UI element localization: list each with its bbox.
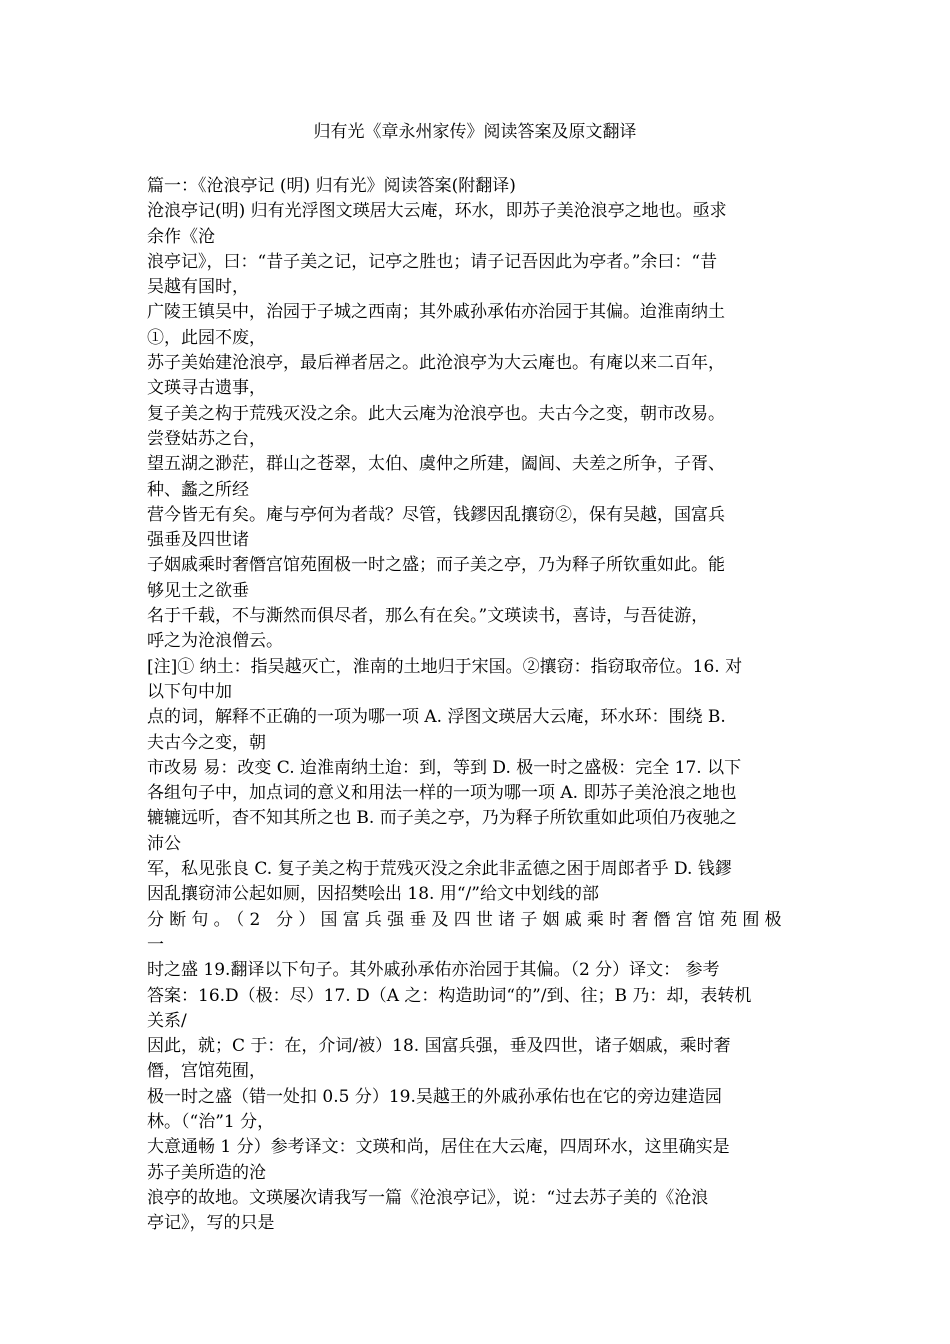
text-line: 尝登姑苏之台，: [147, 428, 266, 449]
text-line: 浪亭的故地。文瑛屡次请我写一篇《沧浪亭记》，说：“过去苏子美的《沧浪: [147, 1187, 709, 1208]
text-line: 军，私见张良 C. 复子美之构于荒残灭没之余此非孟德之困于周郎者乎 D. 钱鏐: [147, 859, 732, 880]
text-line: 辘辘远听，杳不知其所之也 B. 而子美之亭，乃为释子所钦重如此项伯乃夜驰之: [147, 808, 737, 829]
text-line: 名于千载，不与澌然而俱尽者，那么有在矣。”文瑛读书，喜诗，与吾徒游，: [147, 606, 709, 627]
text-line: ①，此园不废，: [147, 327, 266, 348]
text-line: 一: [147, 934, 164, 955]
text-line: 亭记》，写的只是: [147, 1213, 275, 1234]
text-line: 关系/: [147, 1010, 187, 1031]
text-line: 文瑛寻古遗事，: [147, 378, 266, 399]
text-line: 广陵王镇吴中，治园于子城之西南；其外戚孙承佑亦治园于其偏。迨淮南纳土: [147, 302, 725, 323]
text-line: 沛公: [147, 833, 181, 854]
text-line: 够见士之欲垂: [147, 580, 249, 601]
text-line: 分断句。（2 分）国富兵强垂及四世诸子姻戚乘时奢僭宫馆苑囿极: [147, 909, 787, 930]
text-line: 余作《沧: [147, 226, 215, 247]
document-title: 归有光《章永州家传》阅读答案及原文翻译: [313, 122, 637, 142]
text-line: 吴越有国时，: [147, 277, 249, 298]
text-line: 望五湖之渺茫，群山之苍翠，太伯、虞仲之所建，阖闾、夫差之所争，子胥、: [147, 454, 725, 475]
text-line: 呼之为沧浪僧云。: [147, 631, 283, 652]
text-line: 极一时之盛（错一处扣 0.5 分）19.吴越王的外戚孙承佑也在它的旁边建造园: [147, 1086, 722, 1107]
text-line: 因此，就；C 于：在，介词/被）18. 国富兵强，垂及四世，诸子姻戚，乘时奢: [147, 1036, 731, 1057]
text-line: 苏子美所造的沧: [147, 1162, 266, 1183]
text-line: 时之盛 19.翻译以下句子。其外戚孙承佑亦治园于其偏。（2 分）译文： 参考: [147, 960, 720, 981]
text-line: 强垂及四世诸: [147, 530, 249, 551]
text-line: 大意通畅 1 分）参考译文：文瑛和尚，居住在大云庵，四周环水，这里确实是: [147, 1137, 730, 1158]
text-line: 各组句子中，加点词的意义和用法一样的一项为哪一项 A. 即苏子美沧浪之地也: [147, 783, 737, 804]
text-line: 市改易 易：改变 C. 迨淮南纳土迨：到，等到 D. 极一时之盛极：完全 17. 以下: [147, 757, 742, 778]
text-line: 沧浪亭记(明) 归有光浮图文瑛居大云庵，环水，即苏子美沧浪亭之地也。亟求: [147, 201, 727, 222]
text-line: 答案：16.D（极：尽）17. D（A 之：构造助词“的”/到、往；B 乃：却，表转机: [147, 985, 752, 1006]
text-line: 浪亭记》，曰：“昔子美之记，记亭之胜也；请子记吾因此为亭者。”余曰：“昔: [147, 251, 718, 272]
text-line: 篇一：《沧浪亭记 (明) 归有光》阅读答案(附翻译): [147, 176, 516, 196]
text-line: 点的词，解释不正确的一项为哪一项 A. 浮图文瑛居大云庵，环水环：围绕 B.: [147, 707, 726, 728]
text-line: 夫古今之变，朝: [147, 732, 266, 753]
text-line: 僭，宫馆苑囿，: [147, 1061, 266, 1082]
text-line: 苏子美始建沧浪亭，最后禅者居之。此沧浪亭为大云庵也。有庵以来二百年，: [147, 353, 725, 374]
text-line: 子姻戚乘时奢僭宫馆苑囿极一时之盛；而子美之亭，乃为释子所钦重如此。能: [147, 555, 725, 576]
text-line: 林。（“治”1 分，: [147, 1111, 275, 1132]
text-line: 复子美之构于荒残灭没之余。此大云庵为沧浪亭也。夫古今之变，朝市改易。: [147, 403, 725, 424]
text-line: 种、蠡之所经: [147, 479, 249, 500]
text-line: 因乱攘窃沛公起如厕，因招樊哙出 18. 用“/”给文中划线的部: [147, 884, 599, 905]
text-line: 以下句中加: [147, 681, 232, 702]
text-line: 营今皆无有矣。庵与亭何为者哉？尽管，钱鏐因乱攘窃②，保有吴越，国富兵: [147, 504, 725, 525]
text-line: [注]① 纳土：指吴越灭亡，淮南的土地归于宋国。②攘窃：指窃取帝位。16. 对: [147, 656, 743, 677]
document-body: [147, 174, 807, 1236]
